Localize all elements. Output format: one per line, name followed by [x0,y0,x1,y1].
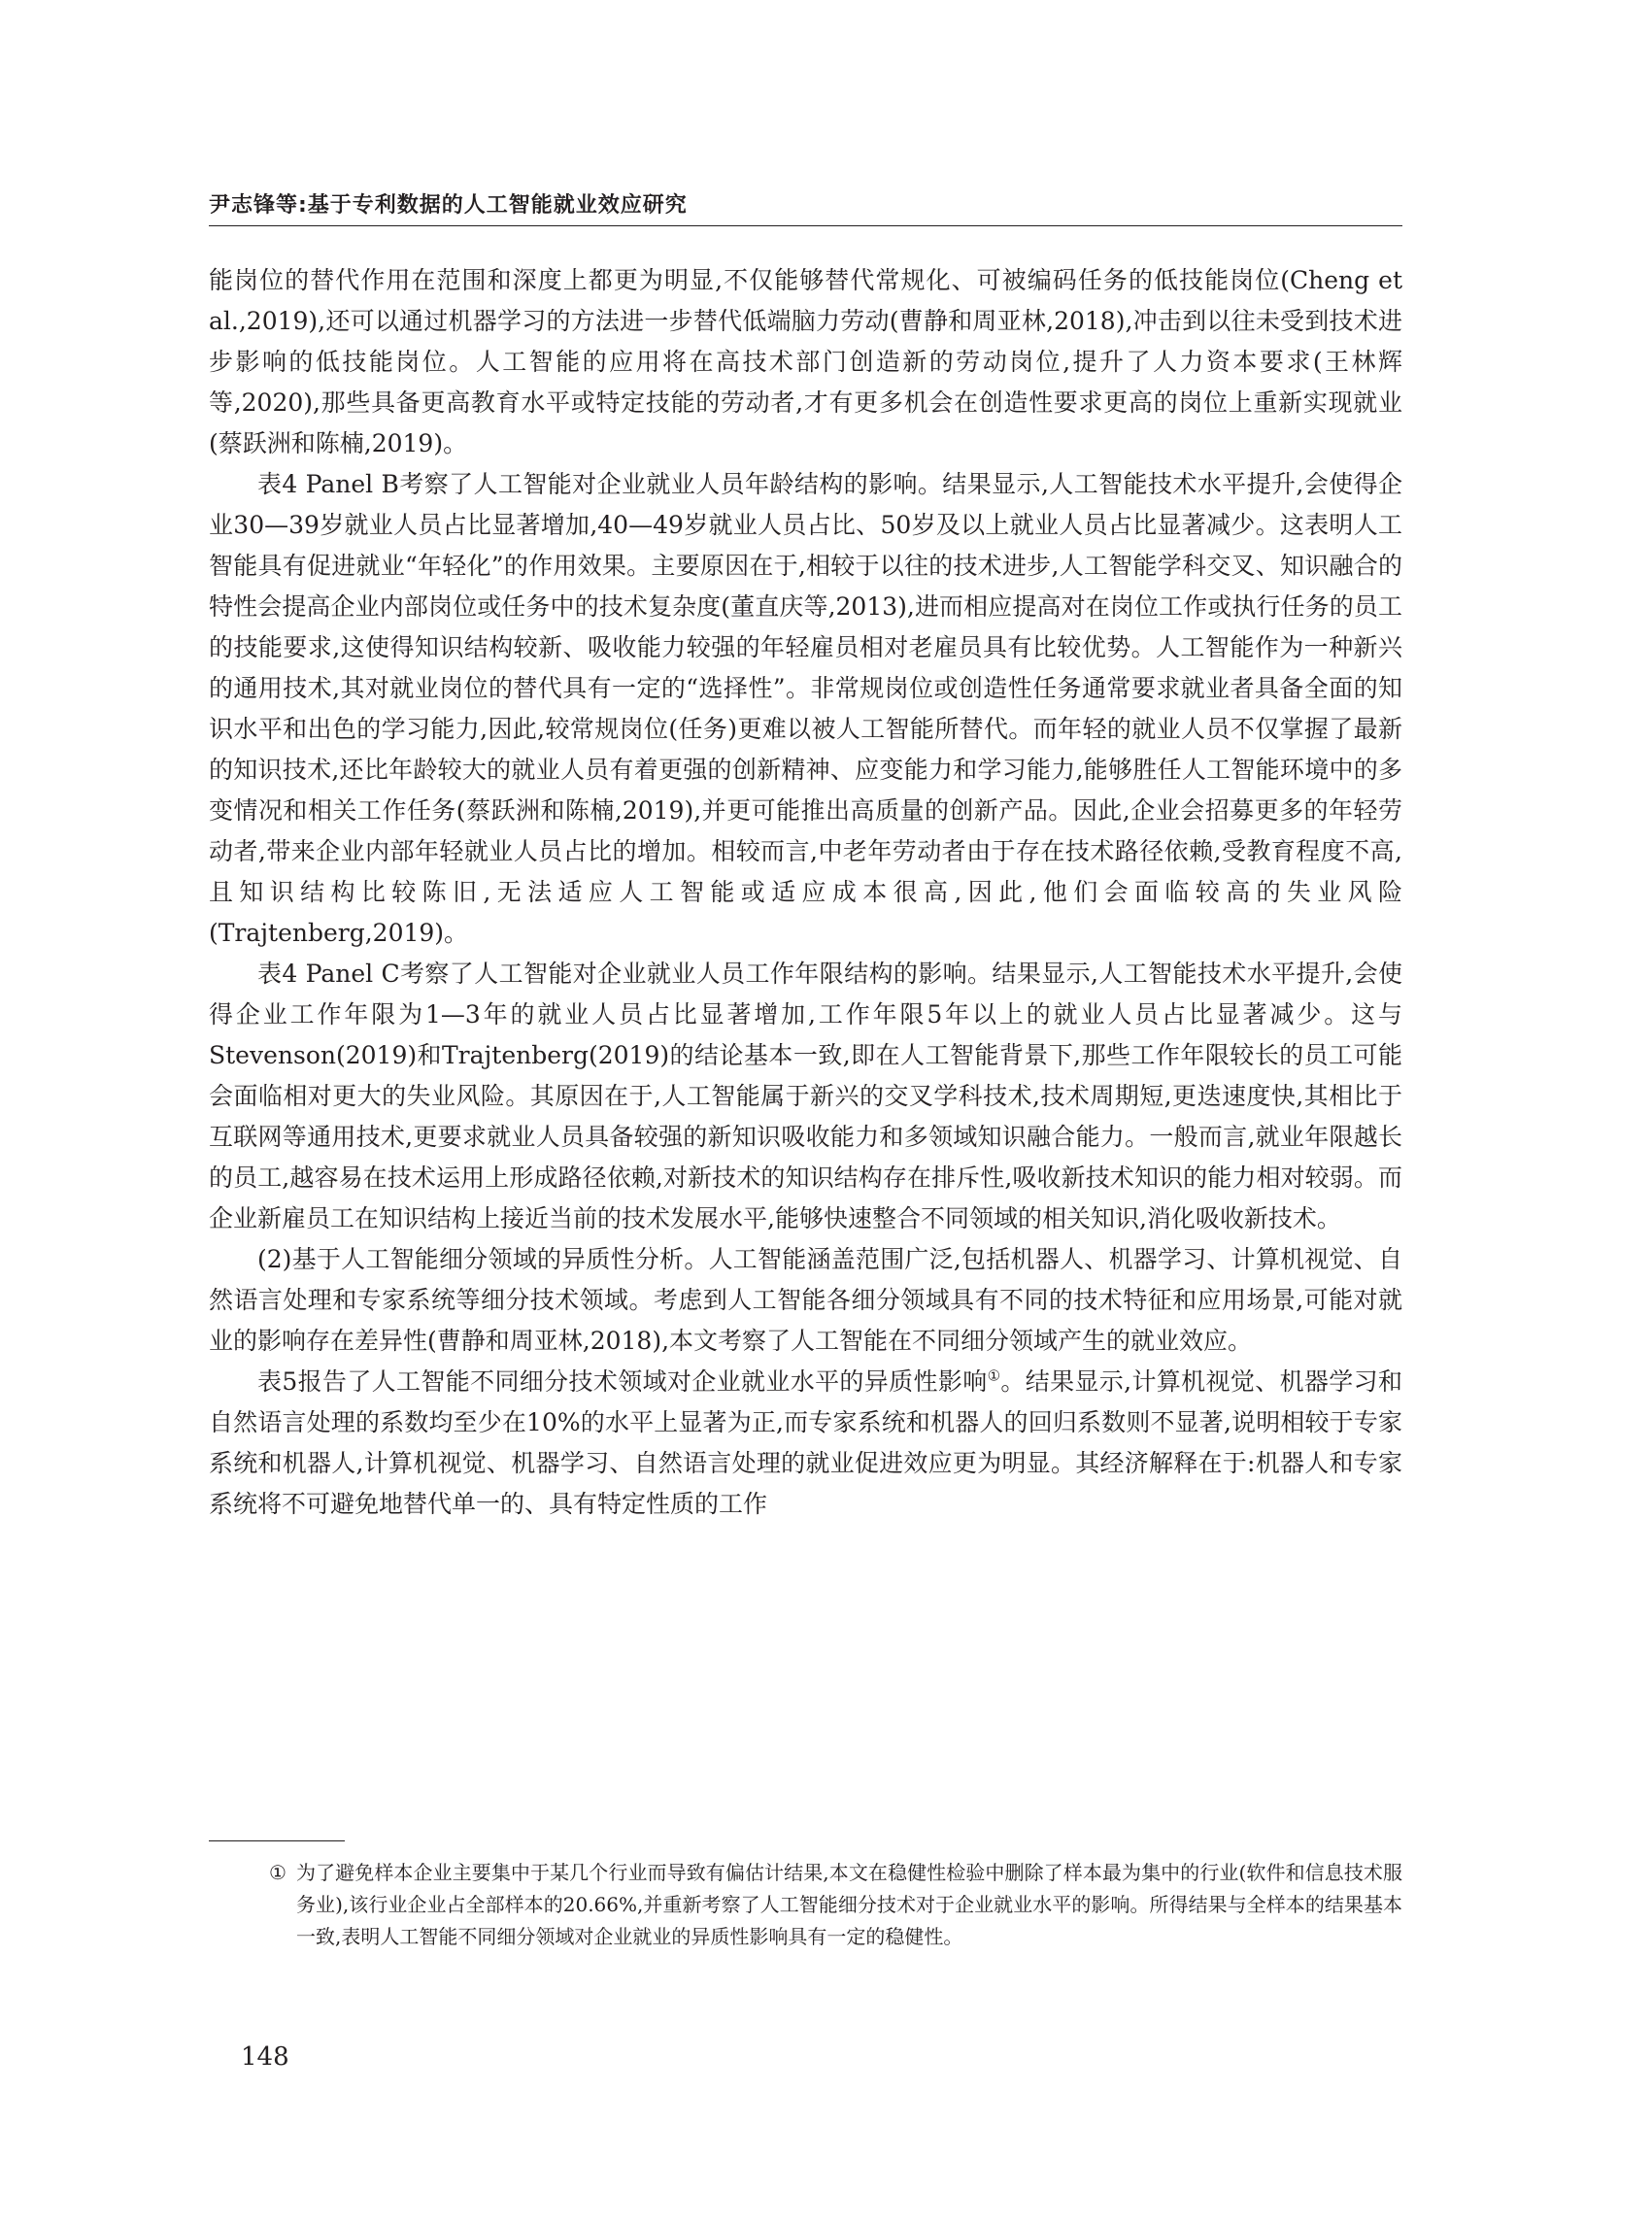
footnote-text: 为了避免样本企业主要集中于某几个行业而导致有偏估计结果,本文在稳健性检验中删除了样本最为集中的行业(软件和信息技术服务业),该行业企业占全部样本的20.66%,并重新考察了人工智能细分技术对于企业就业水平的影响。所得结果与全样本的结果基本一致,表明人工智能不同细分领域对企业就业的异质性影响具有一定的稳健性。 [296,1861,1402,1948]
paragraph-subfield-analysis: (2)基于人工智能细分领域的异质性分析。人工智能涵盖范围广泛,包括机器人、机器学习、计算机视觉、自然语言处理和专家系统等细分技术领域。考虑到人工智能各细分领域具有不同的技术特征和应用场景,可能对就业的影响存在差异性(曹静和周亚林,2018),本文考察了人工智能在不同细分领域产生的就业效应。 [209,1245,1402,1355]
paragraph-continuation: 能岗位的替代作用在范围和深度上都更为明显,不仅能够替代常规化、可被编码任务的低技能岗位(Cheng et al.,2019),还可以通过机器学习的方法进一步替代低端脑力劳动(曹静和周亚林,2018),冲击到以往未受到技术进步影响的低技能岗位。人工智能的应用将在高技术部门创造新的劳动岗位,提升了人力资本要求(王林辉等,2020),那些具备更高教育水平或特定技能的劳动者,才有更多机会在创造性要求更高的岗位上重新实现就业(蔡跃洲和陈楠,2019)。 [209,266,1402,457]
page-number: 148 [241,2042,289,2072]
paragraph-panel-c: 表4 Panel C考察了人工智能对企业就业人员工作年限结构的影响。结果显示,人工智能技术水平提升,会使得企业工作年限为1—3年的就业人员占比显著增加,工作年限5年以上的就业人员占比显著减少。这与Stevenson(2019)和Trajtenberg(2019)的结论基本一致,即在人工智能背景下,那些工作年限较长的员工可能会面临相对更大的失业风险。其原因在于,人工智能属于新兴的交叉学科技术,技术周期短,更迭速度快,其相比于互联网等通用技术,更要求就业人员具备较强的新知识吸收能力和多领域知识融合能力。一般而言,就业年限越长的员工,越容易在技术运用上形成路径依赖,对新技术的知识结构存在排斥性,吸收新技术知识的能力相对较弱。而企业新雇员工在知识结构上接近当前的技术发展水平,能够快速整合不同领域的相关知识,消化吸收新技术。 [209,960,1402,1232]
paragraph-panel-b: 表4 Panel B考察了人工智能对企业就业人员年龄结构的影响。结果显示,人工智能技术水平提升,会使得企业30—39岁就业人员占比显著增加,40—49岁就业人员占比、50岁及以上就业人员占比显著减少。这表明人工智能具有促进就业“年轻化”的作用效果。主要原因在于,相较于以往的技术进步,人工智能学科交叉、知识融合的特性会提高企业内部岗位或任务中的技术复杂度(董直庆等,2013),进而相应提高对在岗位工作或执行任务的员工的技能要求,这使得知识结构较新、吸收能力较强的年轻雇员相对老雇员具有比较优势。人工智能作为一种新兴的通用技术,其对就业岗位的替代具有一定的“选择性”。非常规岗位或创造性任务通常要求就业者具备全面的知识水平和出色的学习能力,因此,较常规岗位(任务)更难以被人工智能所替代。而年轻的就业人员不仅掌握了最新的知识技术,还比年龄较大的就业人员有着更强的创新精神、应变能力和学习能力,能够胜任人工智能环境中的多变情况和相关工作任务(蔡跃洲和陈楠,2019),并更可能推出高质量的创新产品。因此,企业会招募更多的年轻劳动者,带来企业内部年轻就业人员占比的增加。相较而言,中老年劳动者由于存在技术路径依赖,受教育程度不高,且知识结构比较陈旧,无法适应人工智能或适应成本很高,因此,他们会面临较高的失业风险(Trajtenberg,2019)。 [209,470,1402,947]
paragraph-table5-text-before: 表5报告了人工智能不同细分技术领域对企业就业水平的异质性影响 [257,1367,988,1396]
footnote-rule [209,1840,345,1841]
footnote [209,1857,1402,1953]
paragraph-table5 [209,1362,1402,1525]
footnote-mark: ① [269,1861,287,1884]
running-head: 尹志锋等:基于专利数据的人工智能就业效应研究 [209,193,688,218]
footnote-reference[interactable]: ① [987,1366,1001,1385]
paragraph-table5-text-after: 。结果显示,计算机视觉、机器学习和自然语言处理的系数均至少在10%的水平上显著为正,而专家系统和机器人的回归系数则不显著,说明相较于专家系统和机器人,计算机视觉、机器学习、自然语言处理的就业促进效应更为明显。其经济解释在于:机器人和专家系统将不可避免地替代单一的、具有特定性质的工作 [209,1367,1402,1518]
header-rule [209,225,1402,226]
body-text [209,260,1402,1525]
